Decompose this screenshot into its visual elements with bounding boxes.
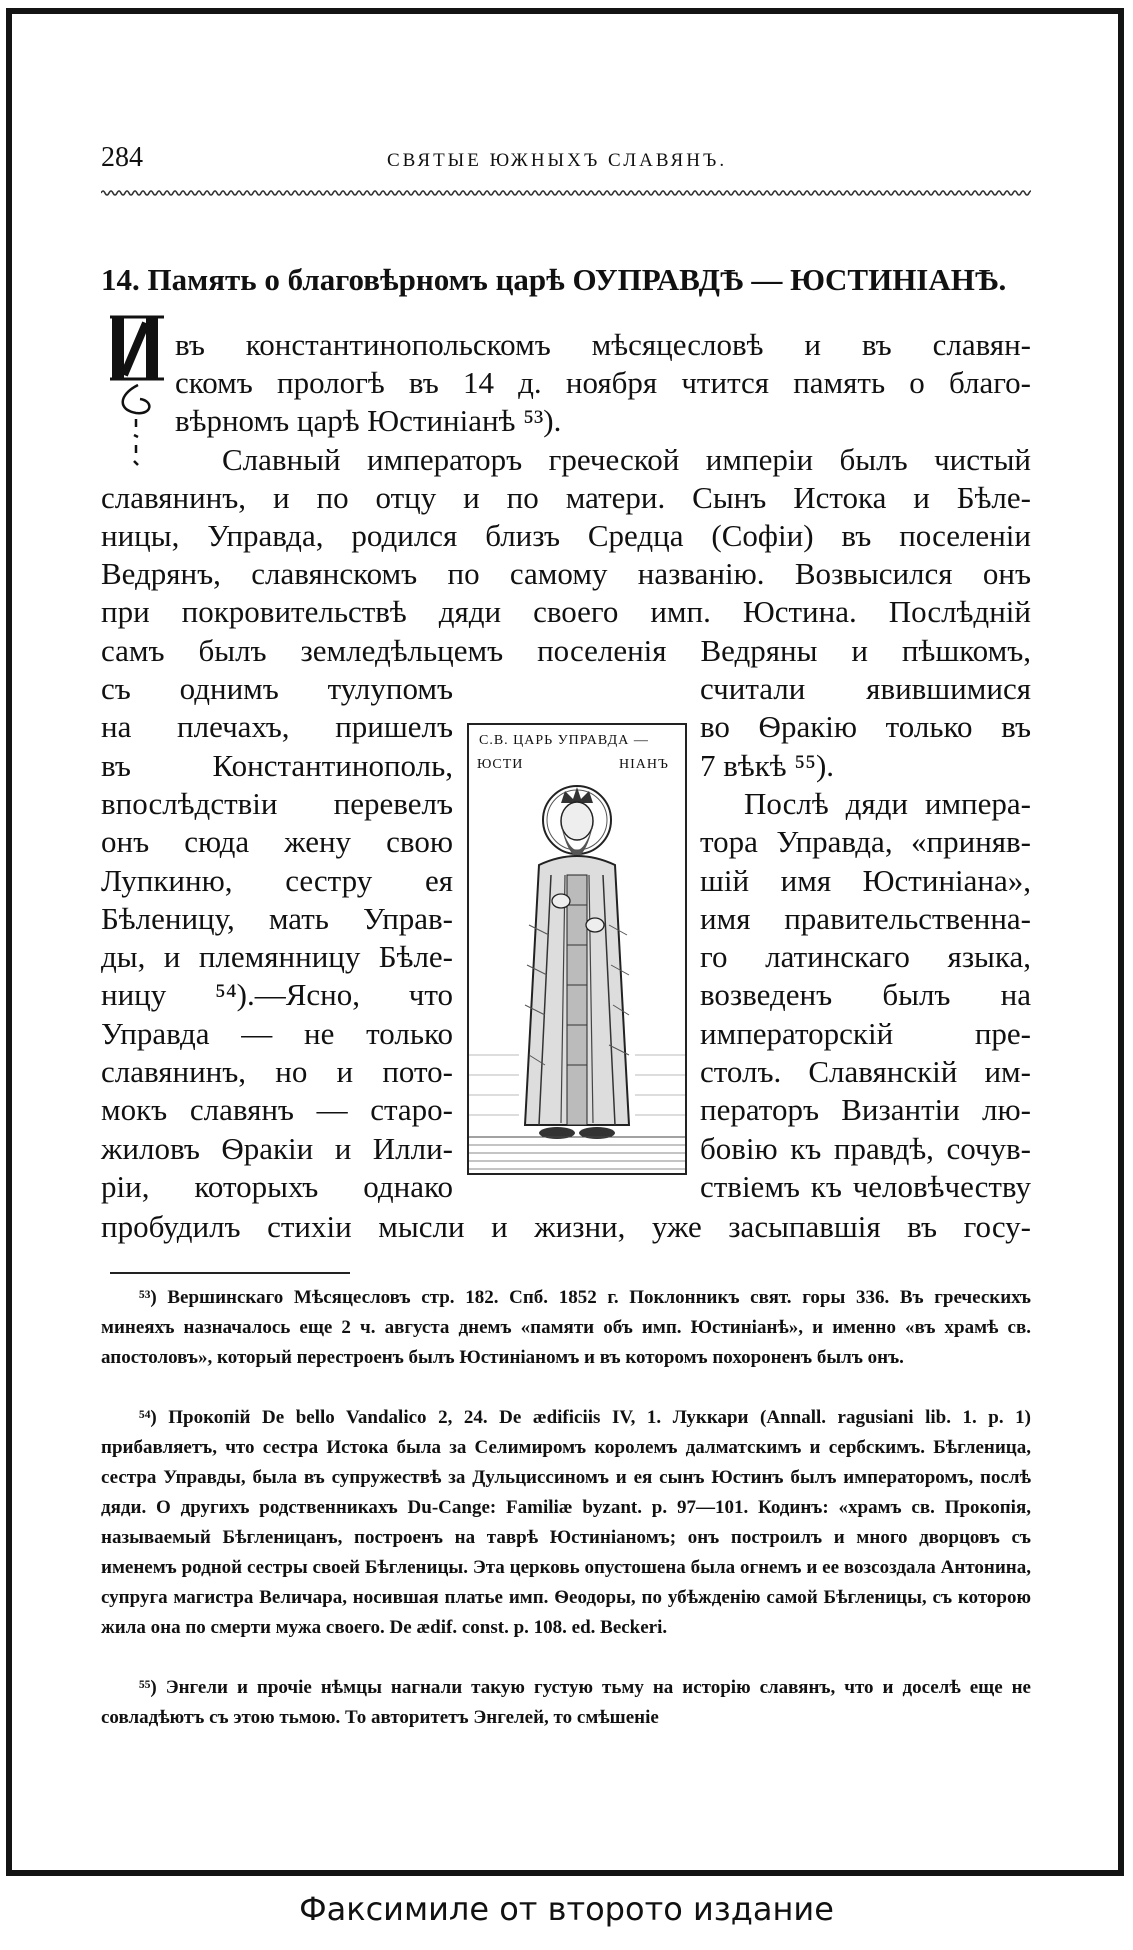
- page-number: 284: [101, 142, 143, 173]
- right-column-line: имя правительственна-: [700, 900, 1031, 936]
- left-column-line: мокъ славянъ — старо-: [101, 1092, 453, 1128]
- body-line: скомъ прологѣ въ 14 д. ноября чтится память о благо-: [175, 365, 1031, 401]
- left-column-line: на плечахъ, пришелъ: [101, 709, 453, 745]
- body-line: вѣрномъ царѣ Юстиніанѣ ⁵³).: [175, 403, 562, 439]
- saint-figure-drawing: [469, 725, 685, 1173]
- saint-illustration: [467, 723, 687, 1175]
- last-body-line: пробудилъ стихіи мысли и жизни, уже засыпавшія въ госу-: [101, 1209, 1031, 1244]
- running-title: СВЯТЫЕ ЮЖНЫХЪ СЛАВЯНЪ.: [387, 150, 728, 171]
- right-column-line: во Ѳракію только въ: [700, 709, 1031, 745]
- left-column-line: Бѣленицу, мать Управ-: [101, 900, 453, 936]
- body-line: Славный императоръ греческой имперіи былъ чистый: [222, 441, 1031, 477]
- body-line: въ константинопольскомъ мѣсяцесловѣ и въ славян-: [175, 327, 1031, 362]
- left-column-line: ницу ⁵⁴).—Ясно, что: [101, 977, 453, 1013]
- body-line: самъ былъ земледѣльцемъ поселенія Ведряны и пѣшкомъ,: [101, 632, 1031, 668]
- facsimile-caption: Факсимиле от второто издание: [299, 1890, 834, 1928]
- body-line: Ведрянъ, славянскомъ по самому названію. Возвысился онъ: [101, 556, 1031, 592]
- right-column-line: ператоръ Византіи лю-: [700, 1092, 1031, 1128]
- illustration-caption-top: С.В. ЦАРЬ УПРАВДА —: [479, 733, 649, 748]
- right-column-line: 7 вѣкѣ ⁵⁵).: [700, 747, 835, 783]
- footnote-55: ⁵⁵) Энгели и прочіе нѣмцы нагнали такую густую тьму на исторію славянъ, что и доселѣ еще не совладѣютъ съ этою тьмою. То авторитетъ Энгелей, то смѣшеніе: [101, 1677, 1031, 1728]
- right-column-line: Послѣ дяди импера-: [744, 785, 1031, 821]
- footnote-54: ⁵⁴) Прокопій De bello Vandalico 2, 24. De ædificiis IV, 1. Луккари (Annall. ragusiani lib. 1. p. 1) прибавляетъ, что сестра Истока была за Селимиромъ королемъ далматскимъ и сербскимъ. Бѣгленица, сестра Управды, была въ супружествѣ за Дульциссиномъ и ея сынъ Юстинъ былъ императоромъ, послѣ дяди. О другихъ родственникахъ Du-Cange: Familiæ byzant. p. 97—101. Кодинъ: «храмъ св. Прокопія, называемый Бѣгленицанъ, построенъ на таврѣ Юстиніаномъ; онъ построилъ и много дворцовъ съ именемъ родной сестры своей Бѣгленицы. Эта церковь опустошена была огнемъ и ее возсоздала Антонина, супруга магистра Величара, носившая платье имп. Ѳеодоры, по убѣжденію самой Бѣгленицы, съ которою жила она по смерти мужа своего. De ædif. const. p. 108. ed. Beckeri.: [101, 1407, 1031, 1638]
- left-column-line: ды, и племянницу Бѣле-: [101, 939, 453, 975]
- page-header: [101, 142, 1031, 182]
- right-column-line: шій имя Юстиніана»,: [700, 862, 1031, 898]
- body-line: при покровительствѣ дяди своего имп. Юстина. Послѣдній: [101, 594, 1031, 630]
- right-column-line: возведенъ былъ на: [700, 977, 1031, 1013]
- right-column-line: императорскій пре-: [700, 1015, 1031, 1051]
- section-title: 14. Память о благовѣрномъ царѣ ОУПРАВДѢ — ЮСТИНІАНѢ.: [101, 262, 1007, 297]
- right-column-line: считали явившимися: [700, 671, 1031, 706]
- left-column-line: впослѣдствіи перевелъ: [101, 785, 453, 821]
- body-line: ницы, Управда, родился близъ Средца (Софіи) въ поселеніи: [101, 518, 1031, 553]
- left-column-line: Лупкиню, сестру ея: [101, 862, 453, 898]
- left-column-line: жиловъ Ѳракіи и Илли-: [101, 1130, 453, 1166]
- svg-text:И: И: [137, 365, 138, 366]
- left-column-line: ріи, которыхъ однако: [101, 1168, 453, 1204]
- right-column-line: столъ. Славянскій им-: [700, 1054, 1031, 1089]
- left-column-line: славянинъ, но и пото-: [101, 1054, 453, 1089]
- right-column-line: го латинскаго языка,: [700, 939, 1031, 975]
- left-column-line: съ однимъ тулупомъ: [101, 671, 453, 706]
- left-column-line: въ Константинополь,: [101, 747, 453, 783]
- body-line: славянинъ, и по отцу и по матери. Сынъ Истока и Бѣле-: [101, 479, 1031, 515]
- right-column-line: тора Управда, «приняв-: [700, 824, 1031, 860]
- dropcap-letter: [108, 315, 166, 485]
- footnote-53: ⁵³) Вершинскаго Мѣсяцесловъ стр. 182. Спб. 1852 г. Поклонникъ свят. горы 336. Въ греческихъ минеяхъ назначалось еще 2 ч. августа днемъ «памяти объ имп. Юстиніанѣ», и именно «въ храмѣ св. апостоловъ», который перестроенъ былъ Юстиніаномъ и въ которомъ похороненъ былъ онъ.: [101, 1287, 1031, 1368]
- left-column-line: Управда — не только: [101, 1015, 453, 1051]
- illustration-caption-right: НІАНЪ: [619, 757, 669, 772]
- illustration-caption-left: ЮСТИ: [477, 757, 524, 772]
- right-column-line: ствіемъ къ человѣчеству: [700, 1168, 1031, 1204]
- left-column-line: онъ сюда жену свою: [101, 824, 453, 860]
- header-wavy-rule: [101, 188, 1031, 198]
- right-column-line: бовію къ правдѣ, сочув-: [700, 1130, 1031, 1166]
- footnote-rule: [110, 1272, 350, 1274]
